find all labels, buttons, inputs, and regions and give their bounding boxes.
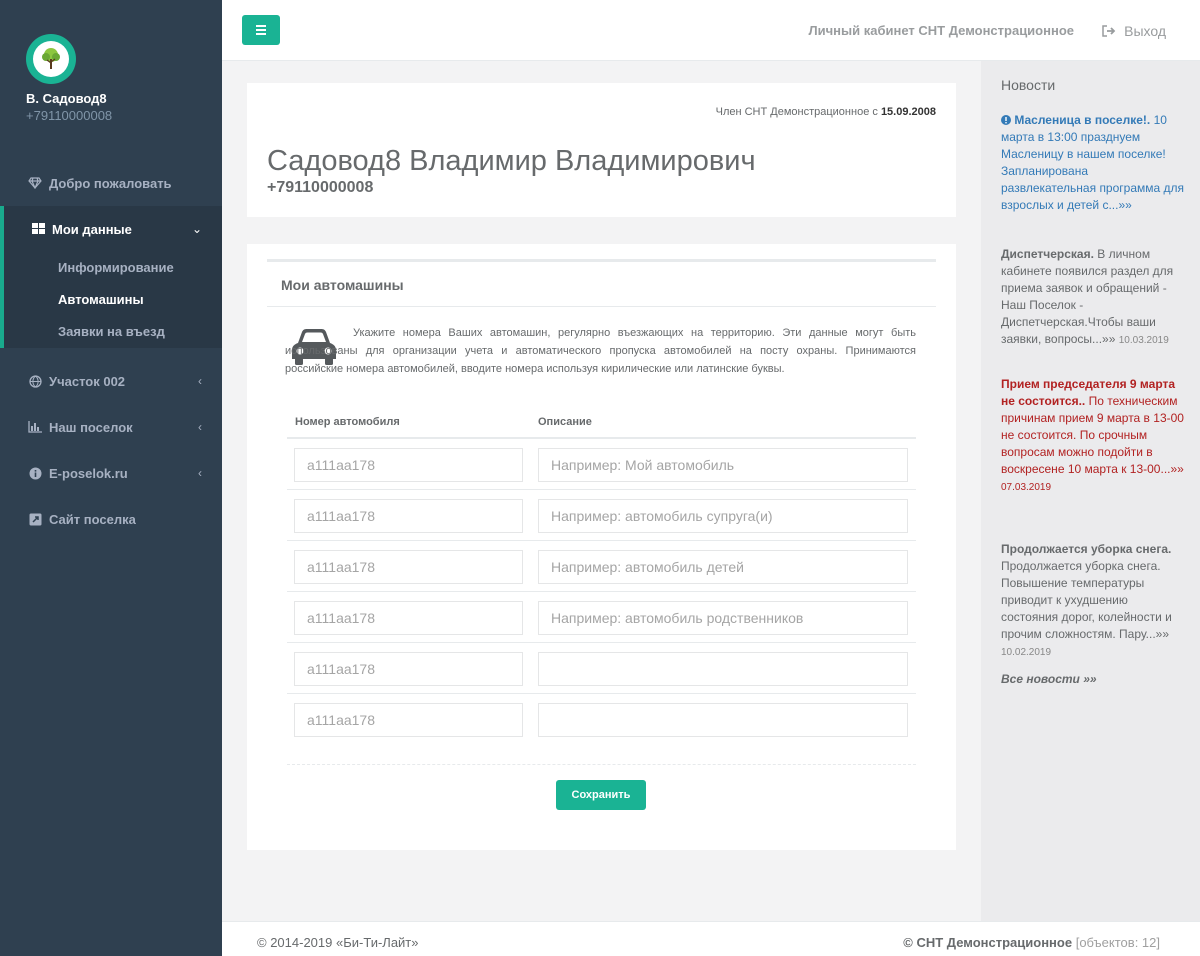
nav-item-welcome[interactable]	[0, 160, 222, 206]
car-description-input[interactable]	[538, 703, 908, 737]
profile-panel	[247, 83, 956, 217]
news-item[interactable]	[1001, 246, 1185, 349]
globe-icon	[27, 374, 43, 388]
news-title: Прием председателя 9 марта не состоится..	[1001, 377, 1176, 408]
footer	[222, 921, 1200, 956]
news-sidebar	[981, 61, 1200, 921]
nav-label: Наш поселок	[49, 419, 133, 435]
nav-label: Сайт поселка	[49, 511, 136, 527]
user-name[interactable]: В. Садовод8	[26, 91, 107, 106]
profile-phone: +79110000008	[267, 179, 374, 196]
news-item[interactable]	[1001, 541, 1185, 661]
sub-item-entry-requests[interactable]: Заявки на въезд	[58, 324, 165, 339]
sub-item-informing[interactable]: Информирование	[58, 260, 174, 275]
nav-label: Участок 002	[49, 373, 126, 389]
news-text: По техническим причинам прием 9 марта в 13-00 не состоится. По срочным вопросам можно подойти в воскресене 10 марта к 13-00...»»	[1001, 394, 1184, 476]
car-description-input[interactable]	[538, 448, 908, 482]
news-title: Продолжается уборка снега.	[1001, 542, 1172, 556]
member-since-prefix: Член СНТ Демонстрационное с	[715, 106, 878, 118]
bar-chart-icon	[27, 420, 43, 434]
cars-panel	[247, 244, 956, 850]
row-divider	[287, 591, 916, 592]
sub-item-cars[interactable]: Автомашины	[58, 292, 144, 307]
footer-org	[903, 935, 1160, 950]
cars-panel-header	[267, 259, 936, 307]
member-since	[716, 106, 936, 118]
nav-label: Мои данные	[52, 221, 132, 237]
news-text: В личном кабинете появился раздел для приема заявок и обращений - Наш Поселок - Диспетчерская.Чтобы ваши заявки, вопросы...»»	[1001, 247, 1174, 346]
logout-label: Выход	[1124, 23, 1166, 39]
car-description-input[interactable]	[538, 601, 908, 635]
column-header-description: Описание	[538, 416, 592, 428]
member-since-date: 15.09.2008	[880, 106, 936, 118]
car-number-input[interactable]	[294, 499, 523, 533]
chevron-left-icon: ‹	[198, 420, 202, 434]
chevron-left-icon: ‹	[198, 374, 202, 388]
external-link-icon	[27, 512, 43, 526]
car-number-input[interactable]	[294, 703, 523, 737]
news-heading: Новости	[1001, 77, 1056, 93]
car-number-input[interactable]	[294, 550, 523, 584]
news-date: 10.02.2019	[1001, 647, 1052, 658]
cars-title: Мои автомашины	[281, 277, 404, 293]
car-description-input[interactable]	[538, 550, 908, 584]
all-news-link[interactable]: Все новости »»	[1001, 672, 1097, 686]
news-item[interactable]	[1001, 376, 1185, 496]
car-description-input[interactable]	[538, 652, 908, 686]
avatar[interactable]	[26, 34, 76, 84]
top-navbar	[222, 0, 1200, 61]
news-item[interactable]	[1001, 112, 1185, 214]
user-phone: +79110000008	[26, 108, 113, 123]
footer-objects-count: [объектов: 12]	[1075, 935, 1160, 950]
car-number-input[interactable]	[294, 601, 523, 635]
cabinet-title: Личный кабинет СНТ Демонстрационное	[808, 23, 1074, 38]
chevron-down-icon: ⌄	[191, 222, 202, 236]
grid-icon	[30, 222, 46, 236]
row-divider	[287, 489, 916, 490]
cars-instructions: Укажите номера Ваших автомашин, регулярно въезжающих на территорию. Эти данные могут быть использованы для организации учета и автоматического пропуска автомобилей на посту охраны. Принимаются российские номера автомобилей, вводите номера используя кирилические или латинские буквы.	[285, 327, 916, 375]
nav-item-my-data[interactable]	[4, 206, 222, 252]
row-divider	[287, 540, 916, 541]
car-number-input[interactable]	[294, 448, 523, 482]
column-header-number: Номер автомобиля	[295, 416, 400, 428]
row-divider	[287, 642, 916, 643]
news-title: Диспетчерская.	[1001, 247, 1094, 261]
user-profile	[0, 0, 222, 160]
footer-org-name: © СНТ Демонстрационное	[903, 935, 1073, 950]
news-date: 07.03.2019	[1001, 482, 1052, 493]
row-divider	[287, 693, 916, 694]
save-button[interactable]: Сохранить	[556, 780, 646, 810]
tree-logo-icon	[38, 46, 64, 72]
exclamation-circle-icon	[1001, 115, 1011, 125]
nav-label: Добро пожаловать	[49, 175, 172, 191]
diamond-icon	[27, 176, 43, 190]
chevron-left-icon: ‹	[198, 466, 202, 480]
nav-item-plot[interactable]	[0, 358, 222, 404]
info-icon	[27, 466, 43, 480]
nav-item-village-site[interactable]	[0, 496, 222, 542]
nav-label: E-poselok.ru	[49, 465, 128, 481]
news-text: 10 марта в 13:00 празднуем Масленицу в нашем поселке! Запланирована развлекательная программа для взрослых и детей с...»»	[1001, 113, 1185, 212]
nav-item-e-poselok[interactable]	[0, 450, 222, 496]
footer-copyright: © 2014-2019 «Би-Ти-Лайт»	[257, 935, 419, 950]
form-divider	[287, 764, 916, 765]
news-date: 10.03.2019	[1118, 335, 1169, 346]
sign-out-icon	[1102, 25, 1116, 37]
logout-link[interactable]	[1102, 23, 1166, 39]
nav-item-our-village[interactable]	[0, 404, 222, 450]
car-description-input[interactable]	[538, 499, 908, 533]
sidebar	[0, 0, 222, 956]
table-header-divider	[287, 437, 916, 439]
car-number-input[interactable]	[294, 652, 523, 686]
full-name: Садовод8 Владимир Владимирович	[267, 145, 756, 177]
news-text: Продолжается уборка снега. Повышение температуры приводит к ухудшению состояния дорог, колейности и прочим сложностям. Пару...»»	[1001, 559, 1172, 641]
news-title: Масленица в поселке!.	[1014, 113, 1151, 127]
menu-toggle-button[interactable]	[242, 15, 280, 45]
nav-group-my-data	[0, 206, 222, 348]
